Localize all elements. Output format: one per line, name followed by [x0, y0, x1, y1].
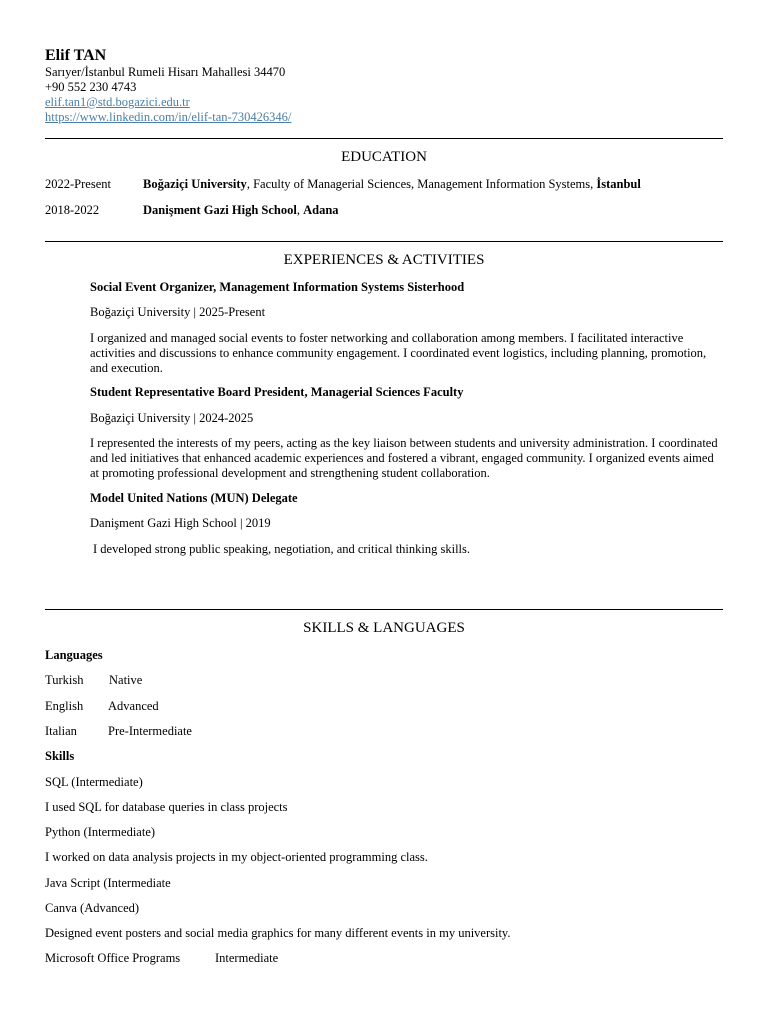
candidate-name: Elif TAN [45, 47, 107, 64]
address: Sarıyer/İstanbul Rumeli Hisarı Mahallesi 34470 [45, 65, 286, 79]
office-skill-level: Intermediate [215, 951, 279, 965]
email-link[interactable]: elif.tan1@std.bogazici.edu.tr [45, 95, 190, 109]
section-divider [45, 609, 723, 610]
language-level: Native [109, 673, 143, 687]
experience-org: Boğaziçi University | 2025-Present [90, 305, 266, 319]
school-name: Boğaziçi University [143, 177, 247, 191]
skill-line: Python (Intermediate) [45, 825, 156, 839]
school-city: İstanbul [596, 177, 641, 191]
language-name: Italian [45, 724, 77, 738]
skill-line: Canva (Advanced) [45, 901, 140, 915]
school-detail: , [296, 203, 304, 217]
section-divider [45, 138, 723, 139]
experience-role: Social Event Organizer, Management Information Systems Sisterhood [90, 280, 465, 294]
education-heading: EDUCATION [341, 149, 427, 165]
phone-number: +90 552 230 4743 [45, 80, 137, 94]
education-years: 2018-2022 [45, 203, 100, 217]
experience-org: Danişment Gazi High School | 2019 [90, 516, 271, 530]
education-entry [143, 177, 641, 192]
experience-org: Boğaziçi University | 2024-2025 [90, 411, 254, 425]
experience-description: I represented the interests of my peers, acting as the key liaison between students and university administration. I coordinated and led initiatives that enhanced academic experiences and fostered a vibrant, engaged community. I organized events aimed at promoting professional development and strengthening student collaboration. [90, 436, 718, 480]
skill-line: I used SQL for database queries in class projects [45, 800, 288, 814]
school-city: Adana [303, 203, 339, 217]
skill-line: SQL (Intermediate) [45, 775, 143, 789]
skill-line: Java Script (Intermediate [45, 876, 171, 890]
section-divider [45, 241, 723, 242]
skill-line: I worked on data analysis projects in my object-oriented programming class. [45, 850, 428, 864]
experience-description: I organized and managed social events to foster networking and collaboration among members. I facilitated interactive activities and discussions to enhance community engagement. I coordinated event logistics, including planning, promotion, and execution. [90, 331, 707, 375]
experience-heading: EXPERIENCES & ACTIVITIES [283, 252, 485, 268]
language-level: Advanced [108, 699, 159, 713]
experience-role: Model United Nations (MUN) Delegate [90, 491, 298, 505]
office-skill-name: Microsoft Office Programs [45, 951, 181, 965]
languages-subheading: Languages [45, 648, 103, 662]
experience-description: I developed strong public speaking, negotiation, and critical thinking skills. [93, 542, 471, 556]
experience-role: Student Representative Board President, Managerial Sciences Faculty [90, 385, 464, 399]
skill-line: Designed event posters and social media graphics for many different events in my university. [45, 926, 511, 940]
education-entry [143, 203, 339, 218]
language-level: Pre-Intermediate [108, 724, 192, 738]
school-detail: , Faculty of Managerial Sciences, Management Information Systems, [246, 177, 597, 191]
language-name: Turkish [45, 673, 84, 687]
school-name: Danişment Gazi High School [143, 203, 297, 217]
skills-subheading: Skills [45, 749, 75, 763]
education-years: 2022-Present [45, 177, 111, 191]
skills-heading: SKILLS & LANGUAGES [303, 620, 465, 636]
linkedin-link[interactable]: https://www.linkedin.com/in/elif-tan-730426346/ [45, 110, 292, 124]
language-name: English [45, 699, 84, 713]
